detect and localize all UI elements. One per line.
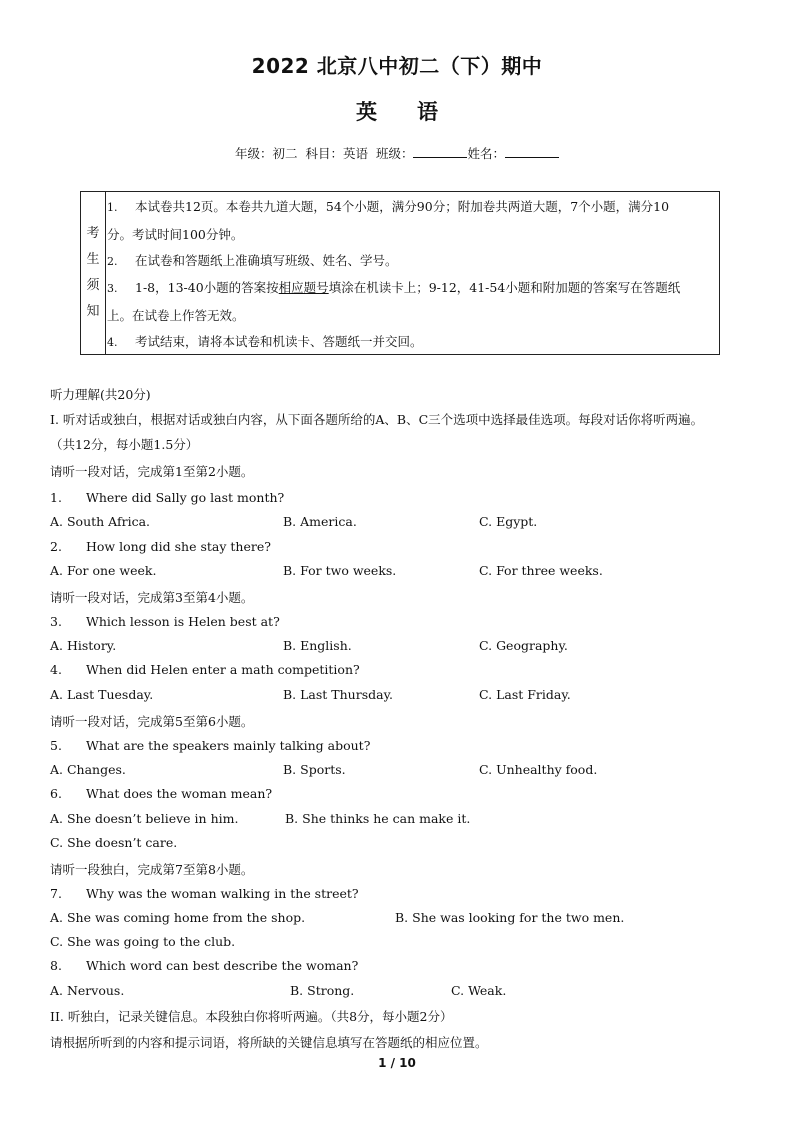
option-b[interactable]: B. Sports. — [283, 762, 346, 777]
option-b[interactable]: B. America. — [283, 514, 357, 529]
question-text: Which word can best describe the woman? — [86, 958, 359, 973]
question-number: 5. — [50, 738, 62, 753]
question-number: 4. — [50, 662, 62, 677]
option-a[interactable]: A. South Africa. — [50, 514, 150, 529]
section-heading: 听力理解(共20分) — [50, 387, 151, 402]
question-8 — [50, 958, 358, 973]
grade-label: 年级：初二 — [235, 146, 298, 161]
notice-side-char: 考 — [86, 226, 100, 241]
dialog-instruction: 请听一段对话，完成第1至第2小题。 — [50, 464, 254, 479]
name-blank[interactable] — [505, 145, 559, 158]
notice-side-label — [81, 192, 106, 354]
part2-instruction: 请根据所听到的内容和提示词语，将所缺的关键信息填写在答题纸的相应位置。 — [50, 1035, 488, 1050]
notice-item-2 — [107, 247, 719, 275]
option-a[interactable]: A. Last Tuesday. — [50, 687, 154, 702]
notice-item-underlined: 相应题号 — [278, 280, 329, 295]
course-label: 科目：英语 — [305, 146, 368, 161]
question-4 — [50, 662, 360, 677]
question-text: When did Helen enter a math competition? — [86, 662, 360, 677]
notice-item-3 — [107, 274, 719, 329]
notice-item-text: 填涂在机读卡上；9-12，41-54小题和附加题的答案写在答题纸 — [328, 280, 681, 295]
monologue-instruction: 请听一段独白，完成第7至第8小题。 — [50, 862, 254, 877]
subject-char-1: 英 — [356, 100, 377, 124]
notice-side-char: 生 — [86, 252, 100, 267]
question-text: What does the woman mean? — [86, 786, 273, 801]
option-b[interactable]: B. Strong. — [290, 983, 355, 998]
option-a[interactable]: A. Nervous. — [50, 983, 125, 998]
question-6 — [50, 786, 272, 801]
option-c[interactable]: C. She doesn’t care. — [50, 835, 178, 850]
question-text: Where did Sally go last month? — [86, 490, 285, 505]
name-label: 姓名： — [467, 146, 505, 161]
option-c[interactable]: C. Weak. — [451, 983, 507, 998]
part1-intro: I. 听对话或独白，根据对话或独白内容，从下面各题所给的A、B、C三个选项中选择最佳选项。每段对话你将听两遍。 — [50, 412, 704, 427]
question-number: 7. — [50, 886, 62, 901]
question-3 — [50, 614, 280, 629]
question-number: 2. — [50, 539, 62, 554]
part2-intro: II. 听独白，记录关键信息。本段独白你将听两遍。（共8分，每小题2分） — [50, 1009, 453, 1024]
option-b[interactable]: B. For two weeks. — [283, 563, 397, 578]
notice-side-char: 知 — [86, 304, 100, 319]
option-c[interactable]: C. Last Friday. — [479, 687, 571, 702]
option-c[interactable]: C. Egypt. — [479, 514, 538, 529]
question-number: 8. — [50, 958, 62, 973]
class-label: 班级： — [375, 146, 414, 161]
notice-item-text: 在试卷和答题纸上准确填写班级、姓名、学号。 — [135, 253, 398, 268]
option-c[interactable]: C. For three weeks. — [479, 563, 603, 578]
part1-score: （共12分，每小题1.5分） — [50, 437, 199, 452]
question-text: Which lesson is Helen best at? — [86, 614, 280, 629]
subject-heading — [0, 96, 794, 126]
notice-item-text: 本试卷共12页。本卷共九道大题，54个小题，满分90分；附加卷共两道大题，7个小题，满分10 — [135, 199, 670, 214]
question-number: 1. — [50, 490, 62, 505]
question-number: 6. — [50, 786, 62, 801]
option-a[interactable]: A. She was coming home from the shop. — [50, 910, 306, 925]
option-c[interactable]: C. She was going to the club. — [50, 934, 236, 949]
notice-item-text-cont: 上。在试卷上作答无效。 — [107, 308, 245, 323]
question-text: How long did she stay there? — [86, 539, 271, 554]
option-a[interactable]: A. History. — [50, 638, 117, 653]
exam-title: 2022 北京八中初二（下）期中 — [251, 54, 543, 78]
question-text: Why was the woman walking in the street? — [86, 886, 359, 901]
option-b[interactable]: B. She was looking for the two men. — [395, 910, 625, 925]
notice-item-number: 4. — [107, 336, 118, 349]
question-7 — [50, 886, 359, 901]
notice-item-4 — [107, 328, 719, 356]
option-a[interactable]: A. Changes. — [50, 762, 126, 777]
dialog-instruction: 请听一段对话，完成第3至第4小题。 — [50, 590, 254, 605]
question-text: What are the speakers mainly talking about? — [86, 738, 371, 753]
notice-item-1 — [107, 193, 719, 248]
exam-notice-box — [80, 191, 720, 355]
notice-item-text: 考试结束，请将本试卷和机读卡、答题纸一并交回。 — [135, 334, 423, 349]
notice-item-number: 2. — [107, 255, 118, 268]
notice-item-number: 3. — [107, 282, 118, 295]
option-b[interactable]: B. She thinks he can make it. — [285, 811, 471, 826]
class-blank[interactable] — [413, 145, 467, 158]
notice-side-char: 须 — [86, 278, 100, 293]
question-number: 3. — [50, 614, 62, 629]
option-c[interactable]: C. Geography. — [479, 638, 568, 653]
notice-item-number: 1. — [107, 201, 118, 214]
page-number: 1 / 10 — [378, 1056, 416, 1070]
option-b[interactable]: B. Last Thursday. — [283, 687, 393, 702]
option-b[interactable]: B. English. — [283, 638, 352, 653]
option-a[interactable]: A. For one week. — [50, 563, 157, 578]
option-c[interactable]: C. Unhealthy food. — [479, 762, 598, 777]
subject-char-2: 语 — [417, 100, 438, 124]
student-info-line — [0, 144, 794, 162]
notice-item-text-cont: 分。考试时间100分钟。 — [107, 227, 244, 242]
question-1 — [50, 490, 284, 505]
dialog-instruction: 请听一段对话，完成第5至第6小题。 — [50, 714, 254, 729]
notice-item-text: 1-8，13-40小题的答案按 — [135, 280, 279, 295]
option-a[interactable]: A. She doesn’t believe in him. — [50, 811, 239, 826]
question-5 — [50, 738, 370, 753]
question-2 — [50, 539, 271, 554]
